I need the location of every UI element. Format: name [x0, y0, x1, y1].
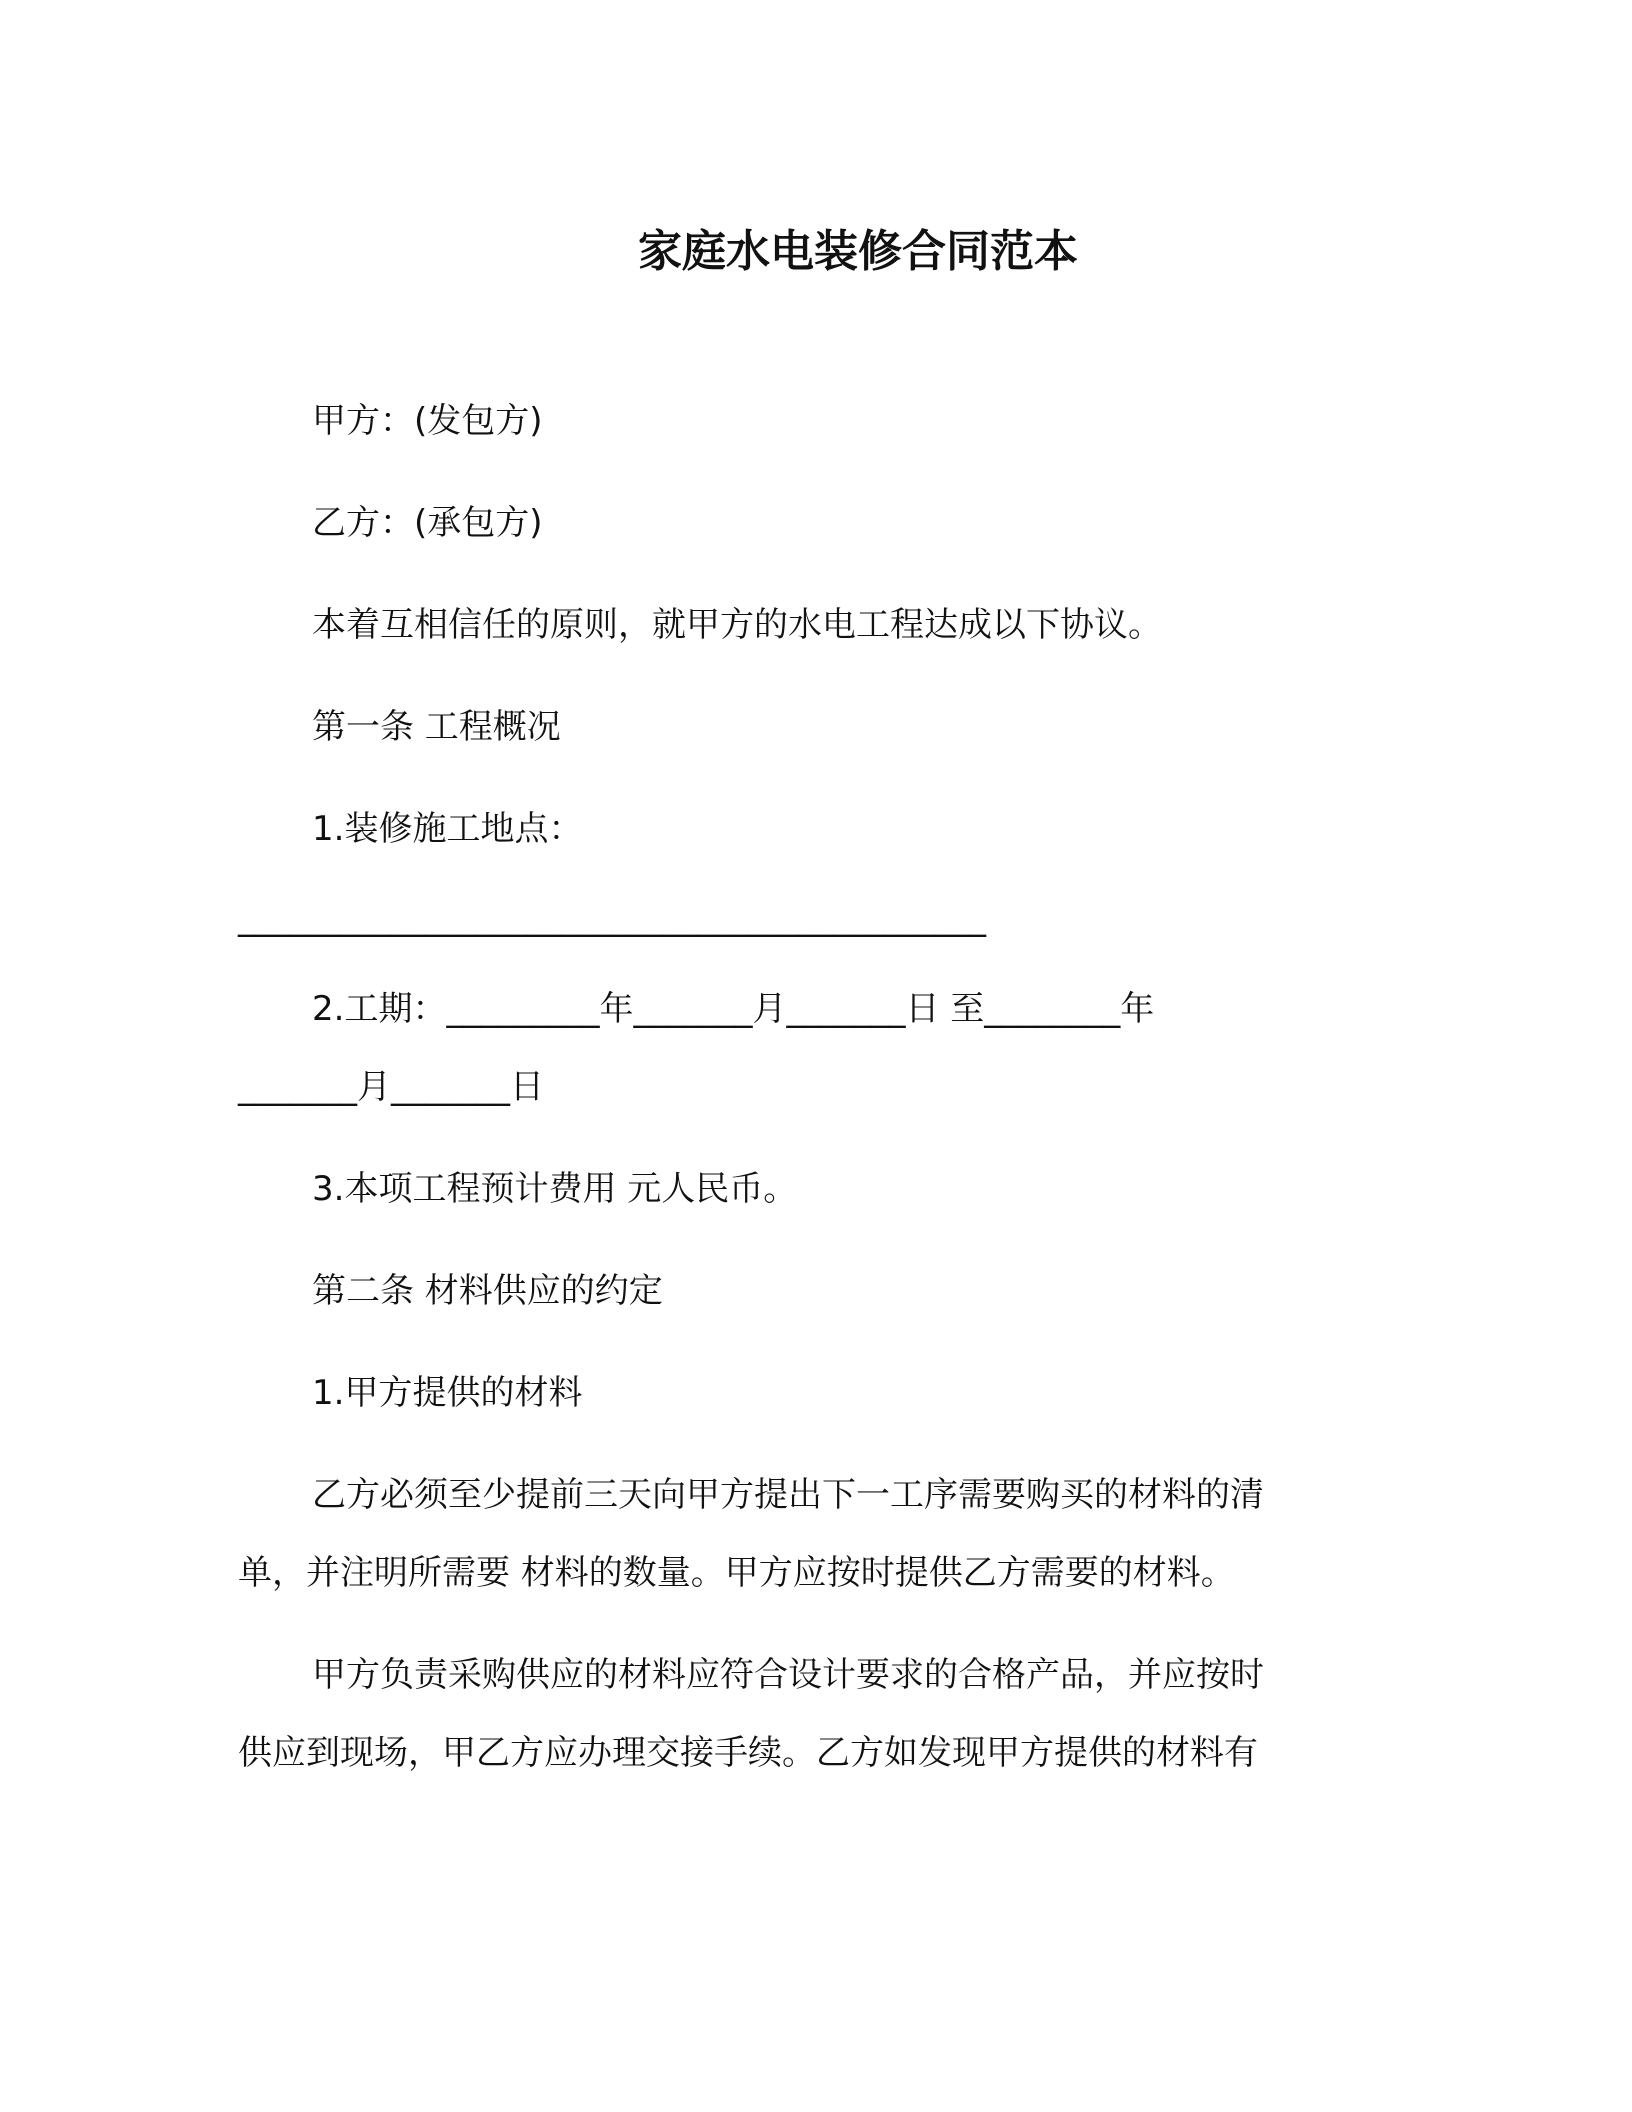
preamble-text: 本着互相信任的原则，就甲方的水电工程达成以下协议。 [312, 605, 1162, 645]
construction-period-line-1: 2.工期：_________年_______月_______日 至________年 [312, 989, 1155, 1029]
construction-site-label: 1.装修施工地点： [312, 809, 583, 849]
article-1-heading: 第一条 工程概况 [312, 707, 561, 747]
document-title: 家庭水电装修合同范本 [638, 226, 1078, 277]
materials-paragraph-1-line-1: 乙方必须至少提前三天向甲方提出下一工序需要购买的材料的清 [312, 1475, 1264, 1515]
materials-paragraph-1-line-2: 单，并注明所需要 材料的数量。甲方应按时提供乙方需要的材料。 [238, 1553, 1235, 1593]
construction-site-blank: ____________________________________________ [238, 898, 986, 938]
materials-paragraph-2-line-1: 甲方负责采购供应的材料应符合设计要求的合格产品，并应按时 [312, 1655, 1264, 1695]
article-2-heading: 第二条 材料供应的约定 [312, 1271, 663, 1311]
estimated-cost-line: 3.本项工程预计费用 元人民币。 [312, 1169, 798, 1209]
construction-period-line-2: _______月_______日 [238, 1067, 544, 1107]
party-b-line: 乙方：(承包方) [312, 503, 543, 543]
materials-paragraph-2-line-2: 供应到现场，甲乙方应办理交接手续。乙方如发现甲方提供的材料有 [238, 1733, 1258, 1773]
party-a-line: 甲方：(发包方) [312, 401, 543, 441]
party-a-materials-label: 1.甲方提供的材料 [312, 1373, 583, 1413]
